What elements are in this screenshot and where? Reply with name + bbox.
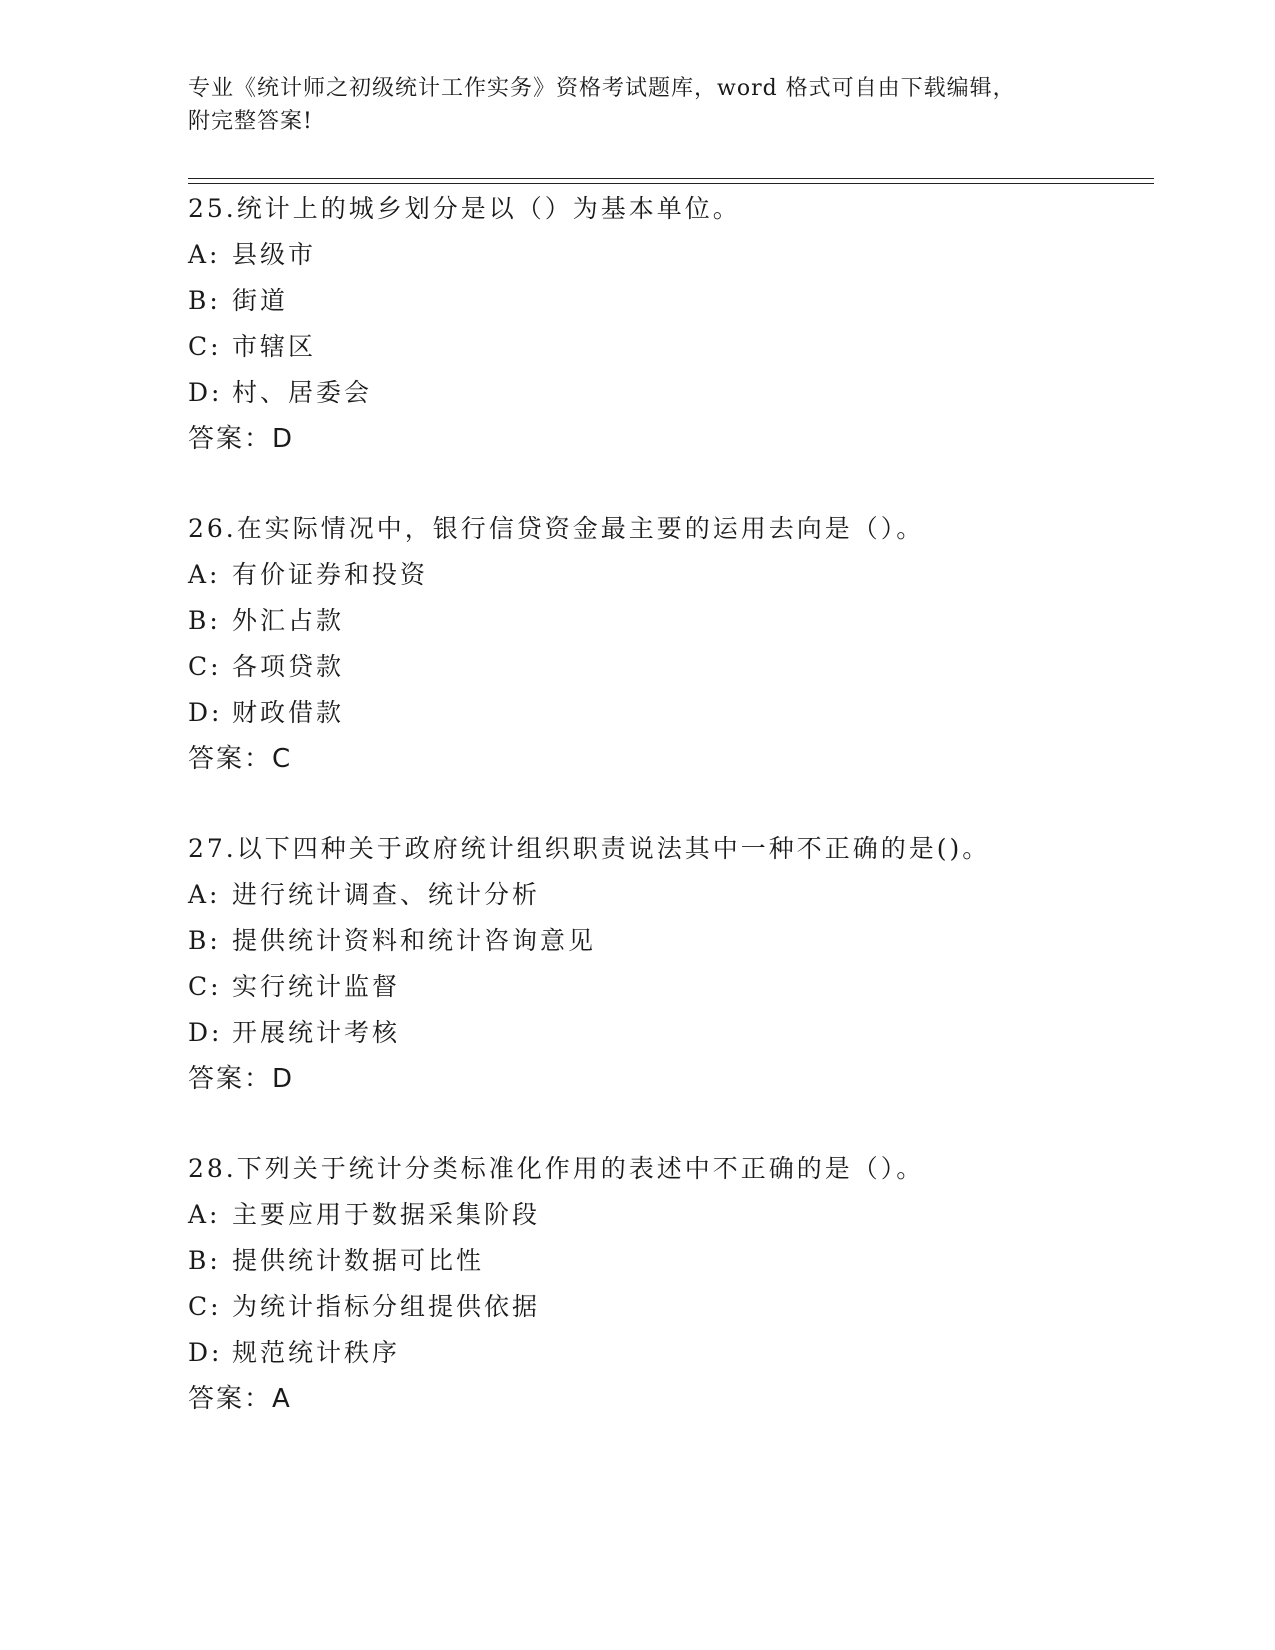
question-title: 26.在实际情况中，银行信贷资金最主要的运用去向是（）。 [188,514,925,543]
option-letter: B: [188,926,221,955]
option-a [188,552,1148,598]
option-d [188,1330,1148,1376]
option-c [188,964,1148,1010]
question-28 [188,1146,1148,1422]
option-text: 进行统计调查、统计分析 [232,880,541,909]
option-text: 外汇占款 [232,606,345,635]
option-text: 村、居委会 [232,378,373,407]
document-header [188,72,1088,138]
answer-line: 答案：D [188,424,295,454]
option-d [188,690,1148,736]
option-letter: D: [188,698,223,727]
option-c [188,644,1148,690]
option-c [188,324,1148,370]
option-letter: A: [188,560,221,589]
option-letter: D: [188,1018,223,1047]
question-25 [188,186,1148,462]
option-b [188,598,1148,644]
option-a [188,1192,1148,1238]
option-text: 县级市 [232,240,317,269]
option-text: 有价证券和投资 [232,560,429,589]
option-d [188,370,1148,416]
header-line-1: 专业《统计师之初级统计工作实务》资格考试题库，word 格式可自由下载编辑， [188,76,1016,101]
option-letter: D: [188,378,223,407]
option-letter: A: [188,240,221,269]
option-text: 提供统计数据可比性 [232,1246,485,1275]
option-letter: C: [188,972,222,1001]
option-a [188,232,1148,278]
option-c [188,1284,1148,1330]
option-letter: C: [188,652,222,681]
question-title: 27.以下四种关于政府统计组织职责说法其中一种不正确的是()。 [188,834,991,863]
question-title: 25.统计上的城乡划分是以（）为基本单位。 [188,194,741,223]
option-b [188,918,1148,964]
option-text: 提供统计资料和统计咨询意见 [232,926,597,955]
option-a [188,872,1148,918]
option-b [188,278,1148,324]
option-letter: B: [188,606,221,635]
option-text: 实行统计监督 [232,972,401,1001]
option-b [188,1238,1148,1284]
question-27 [188,826,1148,1102]
option-letter: C: [188,1292,222,1321]
answer-line: 答案：A [188,1384,292,1414]
header-divider-top [188,178,1154,179]
option-letter: A: [188,880,221,909]
option-text: 开展统计考核 [232,1018,401,1047]
header-divider-bottom [188,183,1154,184]
option-text: 规范统计秩序 [232,1338,401,1367]
option-text: 市辖区 [232,332,317,361]
answer-line: 答案：D [188,1064,295,1094]
option-text: 街道 [232,286,289,315]
option-letter: C: [188,332,222,361]
answer-line: 答案：C [188,744,293,774]
option-letter: D: [188,1338,223,1367]
option-text: 主要应用于数据采集阶段 [232,1200,541,1229]
question-title: 28.下列关于统计分类标准化作用的表述中不正确的是（）。 [188,1154,925,1183]
option-text: 各项贷款 [232,652,345,681]
option-letter: A: [188,1200,221,1229]
option-d [188,1010,1148,1056]
option-text: 为统计指标分组提供依据 [232,1292,541,1321]
option-text: 财政借款 [232,698,345,727]
header-line-2: 附完整答案! [188,109,313,134]
option-letter: B: [188,1246,221,1275]
question-26 [188,506,1148,782]
option-letter: B: [188,286,221,315]
